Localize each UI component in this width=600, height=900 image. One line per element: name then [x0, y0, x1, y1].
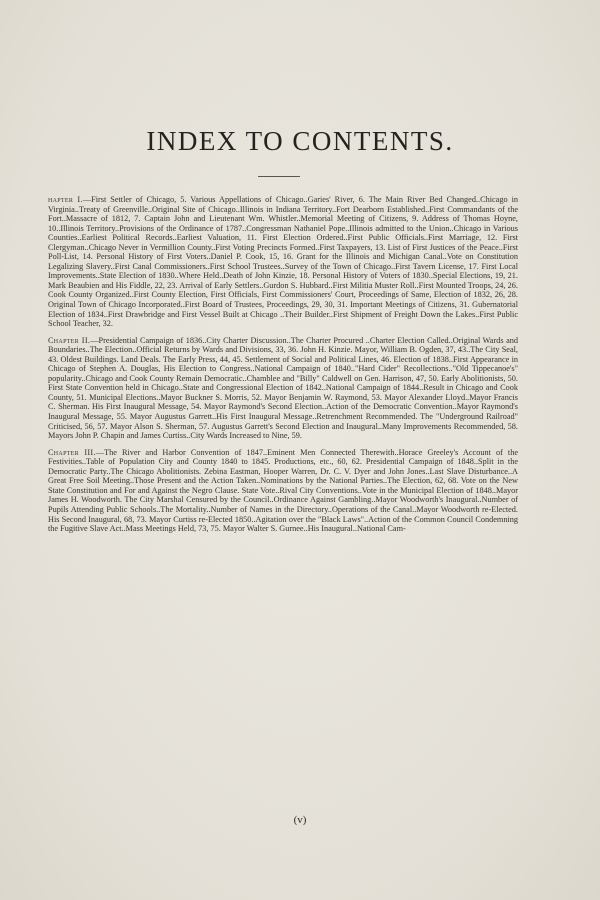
chapter-label: Chapter III.	[48, 447, 96, 457]
chapter-entry-1	[48, 195, 518, 329]
contents-body	[48, 195, 518, 541]
chapter-text: —The River and Harbor Convention of 1847..Eminent Men Connected Therewith..Horace Greeley's Account of the Festivities..Table of Population City and County 1840 to 1845. Productions, etc., 60, 62. Presidential Campaign of 1848..Split in the Democratic Party..The Chicago Abolitionists. Zebina Eastman, Hooper Warren, Dr. C. V. Dyer and John Jones..Last Slave Disturbance..A Great Free Soil Meeting..Those Present and the Action Taken..Nominations by the National Parties..The Election, 62, 68. Vote on the New State Constitution and For and Against the Negro Clause. State Vote..Rival City Conventions..Vote in the Municipal Election of 1848..Mayor James H. Woodworth. The City Marshal Censured by the Council..Ordinance Against Gambling..Mayor Woodworth's Inaugural..Number of Pupils Attending Public Schools..The Mortality..Number of Names in the Directory..Operations of the Canal..Mayor Woodworth re-Elected. His Second Inaugural, 68, 73. Mayor Curtiss re-Elected 1850..Agitation over the "Black Laws"..Action of the Common Council Condemning the Fugitive Slave Act..Mass Meetings Held, 73, 75. Mayor Walter S. Gurnee..His Inaugural..National Cam-	[48, 447, 518, 534]
chapter-entry-3	[48, 448, 518, 534]
page-number: (v)	[293, 814, 307, 826]
chapter-text: —Presidential Campaign of 1836..City Charter Discussion..The Charter Procured ..Charter Election Called..Original Wards and Boundaries..The Election..Official Returns by Wards and Divisions, 33, 36. John H. Kinzie. Mayor, William B. Ogden, 37, 43..The City Seal, 43. Oldest Buildings. Land Deals. The Early Press, 44, 45. Settlement of Social and Political Lines, 46. Election of 1838..First Appearance in Chicago of Stephen A. Douglas, His Election to Congress..National Campaign of 1840.."Hard Cider" Recollections.."Old Tippecanoe's" popularity..Chicago and Cook County Remain Democratic..Chamblee and "Billy" Caldwell on Gen. Harrison, 47, 50. Early Abolitionists, 50. First State Convention held in Chicago..State and Congressional Election of 1842..National Campaign of 1844..Result in Chicago and Cook County, 51. Municipal Elections..Mayor Buckner S. Morris, 52. Mayor Benjamin W. Raymond, 53. Mayor Alexander Lloyd..Mayor Francis C. Sherman. His First Inaugural Message, 54. Mayor Raymond's Second Election..Action of the Democratic Convention..Mayor Raymond's Inaugural Message, 55. Mayor Augustus Garrett..His First Inaugural Message..Retrenchment Recommended. The "Underground Railroad" Criticised, 56, 57. Mayor Alson S. Sherman, 57. Augustus Garrett's Second Election and Inaugural..Many Improvements Recommended, 58. Mayors John P. Chapin and James Curtiss..City Wards Increased to Nine, 59.	[48, 335, 518, 441]
chapter-text: —First Settler of Chicago, 5. Various Appellations of Chicago..Garies' River, 6. The Main River Bed Changed..Chicago in Virginia..Treaty of Greenville..Original Site of Chicago..Illinois in Indiana Territory..Fort Dearborn Established..First Commandants of the Fort..Massacre of 1812, 7. Captain John and Lieutenant Wm. Whistler..Memorial Meeting of Citizens, 9. Address of Thomas Hoyne, 10..Illinois Territory..Provisions of the Ordinance of 1787..Congressman Nathaniel Pope..Illinois admitted to the Union..Chicago in Various Counties..Earliest Political Records..Earliest Valuation, 11. First Election Ordered..First Public Officials..First Marriage, 12. First Clergyman..Chicago Never in Vermillion County..First Voting Precincts Formed..First Taxpayers, 13. List of First Justices of the Peace..First Poll-List, 14. Personal History of First Voters..Daniel P. Cook, 15, 16. Grant for the Illinois and Michigan Canal..Vote on Constitution Legalizing Slavery..First Canal Commissioners..First School Trustees..Survey of the Town of Chicago..First Tavern License, 17. First Local Improvements..State Election of 1830..Where Held..Death of John Kinzie, 18. Personal History of Voters of 1830..Special Elections, 19, 21. Mark Beaubien and His Fiddle, 22, 23. Arrival of Early Settlers..Gurdon S. Hubbard..First Militia Muster Roll..First Mounted Troops, 24, 26. Cook County Organized..First County Election, First Officials, First Commissioners' Court, Proceedings of Same, Election of 1832, 26, 28. Original Town of Chicago Incorporated..First Board of Trustees, Proceedings, 29, 30, 31. Important Meetings of Citizens, 31. Gubernatorial Election of 1834..First Drawbridge and First Vessel Built at Chicago ..Their Builder..First Shipment of Freight Down the Lakes..First Public School Teacher, 32.	[48, 195, 518, 329]
chapter-label: Chapter II.	[48, 335, 91, 345]
chapter-entry-2	[48, 336, 518, 441]
page-title: INDEX TO CONTENTS.	[146, 126, 454, 156]
title-rule	[258, 176, 300, 177]
chapter-label: hapter I.	[48, 195, 83, 204]
